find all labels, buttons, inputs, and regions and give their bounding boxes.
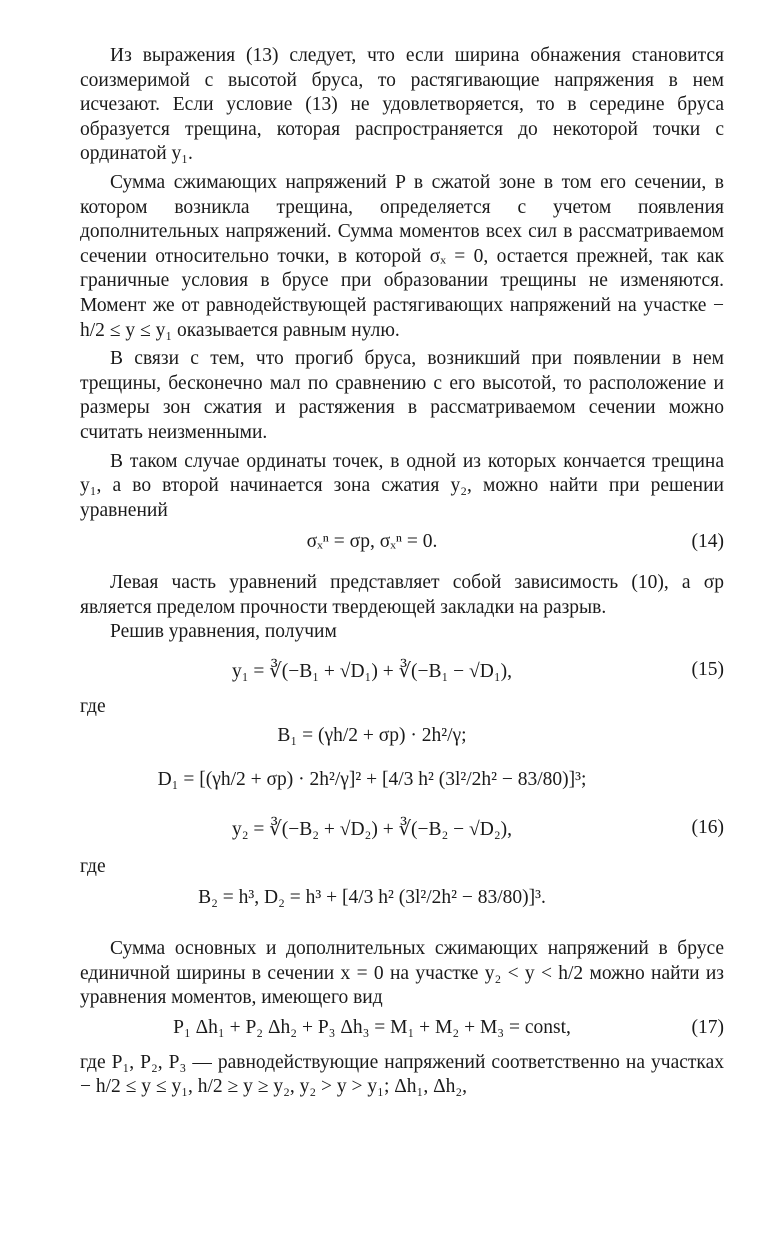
paragraph-6: Решив уравнения, получим xyxy=(110,621,337,643)
equation-14-number: (14) xyxy=(691,531,724,553)
equation-15-number: (15) xyxy=(691,659,724,681)
equation-17 xyxy=(80,1017,724,1047)
equation-17-formula: P₁ Δh₁ + P₂ Δh₂ + P₃ Δh₃ = M₁ + M₂ + M₃ = const, xyxy=(173,1016,571,1038)
equation-14 xyxy=(80,531,724,561)
paragraph-3: В связи с тем, что прогиб бруса, возникший при появлении в нем трещины, бесконечно мал по сравнению с его высотой, то расположение и размеры зон сжатия и растяжения в рассматриваемом сечении можно считать неизменными. xyxy=(80,348,724,443)
equation-16-formula: y₂ = ∛(−B₂ + √D₂) + ∛(−B₂ − √D₂), xyxy=(231,819,512,841)
paragraph-5: Левая часть уравнений представляет собой зависимость (10), а σр является пределом прочности твердеющей закладки на разрыв. xyxy=(80,572,724,618)
equation-16-number: (16) xyxy=(691,817,724,839)
paragraph-7: Сумма основных и дополнительных сжимающих напряжений в брусе единичной ширины в сечении x = 0 на участке y₂ < y < h/2 можно найти из уравнения моментов, имеющего вид xyxy=(80,938,724,1009)
equation-b1 xyxy=(80,719,724,763)
where-label-2: где xyxy=(80,856,106,878)
paragraph-4: В таком случае ординаты точек, в одной из которых кончается трещина y₁, а во второй начинается зона сжатия y₂, можно найти при решении уравнений xyxy=(80,450,724,521)
equation-b2-d2-formula: B₂ = h³, D₂ = h³ + [4/3 h² (3l²/2h² − 83/80)]³. xyxy=(198,887,546,909)
equation-b2-d2 xyxy=(80,879,724,923)
document-page xyxy=(80,44,724,1100)
equation-b1-formula: B₁ = (γh/2 + σр) · 2h²/γ; xyxy=(277,725,467,747)
equation-15 xyxy=(80,651,724,695)
equation-15-formula: y₁ = ∛(−B₁ + √D₁) + ∛(−B₁ − √D₁), xyxy=(231,661,512,683)
equation-14-formula: σₓⁿ = σр, σₓⁿ = 0. xyxy=(306,531,438,553)
paragraph-2: Сумма сжимающих напряжений P в сжатой зоне в том его сечении, в котором возникла трещина, определяется с учетом появления дополнительных напряжений. Сумма моментов всех сил в рассматриваемом сечении относительно точки, в которой σₓ = 0, остается прежней, так как граничные условия в брусе при образовании трещины не изменяются. Момент же от равнодействующей растягивающих напряжений на участке − h/2 ≤ y ≤ y₁ оказывается равным нулю. xyxy=(80,171,724,341)
equation-d1-formula: D₁ = [(γh/2 + σр) · 2h²/γ]² + [4/3 h² (3l²/2h² − 83/80)]³; xyxy=(157,769,587,791)
where-label-1: где xyxy=(80,696,106,718)
paragraph-1: Из выражения (13) следует, что если ширина обнажения становится соизмеримой с высотой бруса, то растягивающие напряжения в нем исчезают. Если условие (13) не удовлетворяется, то в середине бруса образуется трещина, которая распространяется до некоторой точки с ординатой y₁. xyxy=(80,45,724,165)
equation-17-number: (17) xyxy=(691,1016,724,1038)
paragraph-8: где P₁, P₂, P₃ — равнодействующие напряжений соответственно на участках − h/2 ≤ y ≤ y₁, h/2 ≥ y ≥ y₂, y₂ > y > y₁; Δh₁, Δh₂, xyxy=(80,1051,724,1098)
equation-d1 xyxy=(80,763,724,807)
equation-16 xyxy=(80,807,724,851)
